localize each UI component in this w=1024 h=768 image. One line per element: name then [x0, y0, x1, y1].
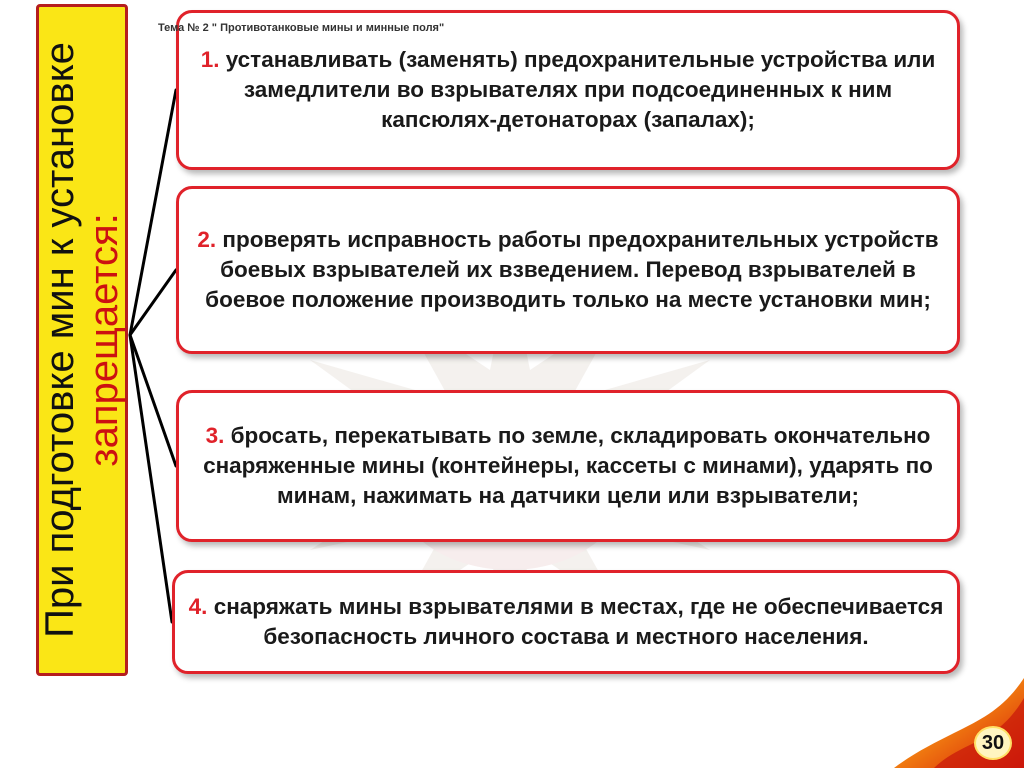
rule-item-4-body: снаряжать мины взрывателями в местах, где не обеспечивается безопасность личного состава и местного населения. — [207, 594, 944, 649]
rule-item-3-number: 3. — [205, 423, 225, 448]
rule-item-2-body: проверять исправность работы предохранительных устройств боевых взрывателей их взведением. Перевод взрывателей в боевое положение производить только на месте установки мин; — [205, 227, 939, 312]
connector-line-4 — [130, 335, 172, 622]
rule-item-2 — [176, 186, 960, 354]
rule-item-3 — [176, 390, 960, 542]
rule-item-4-text — [185, 592, 947, 652]
rule-item-2-number: 2. — [197, 227, 217, 252]
rule-item-3-body: бросать, перекатывать по земле, складировать окончательно снаряженные мины (контейнеры, кассеты с минами), ударять по минам, нажимать на датчики цели или взрыватели; — [203, 423, 933, 508]
rule-item-1-number: 1. — [200, 47, 220, 72]
rule-item-4-number: 4. — [188, 594, 208, 619]
rule-item-3-text — [189, 421, 947, 511]
topic-header: Тема № 2 " Противотанковые мины и минные поля" — [158, 22, 445, 34]
rule-item-2-text — [189, 225, 947, 315]
sidebar-heading-line2: запрещается: — [82, 213, 126, 467]
rule-item-1-text — [189, 45, 947, 135]
rule-item-1 — [176, 10, 960, 170]
connector-line-1 — [130, 90, 176, 335]
rule-item-1-body: устанавливать (заменять) предохранительные устройства или замедлители во взрывателях при подсоединенных к ним капсюлях-детонаторах (запалах); — [219, 47, 936, 132]
connector-line-3 — [130, 335, 176, 466]
sidebar-heading-line1: При подготовке мин к установке — [38, 42, 82, 638]
page-number: 30 — [974, 726, 1012, 760]
rule-item-4 — [172, 570, 960, 674]
